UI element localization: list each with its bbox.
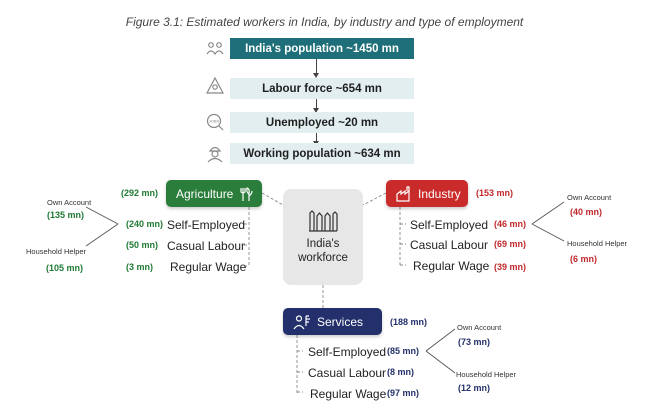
- hub-line-1: India's: [306, 238, 340, 250]
- labour-force-box: Labour force ~654 mn: [230, 78, 414, 99]
- population-icon: [205, 38, 225, 58]
- agriculture-label: Agriculture: [176, 186, 234, 201]
- agriculture-item-label: Casual Labour: [167, 239, 246, 253]
- services-own-account-value: (73 mn): [458, 337, 491, 347]
- agriculture-item-value: (240 mn): [126, 219, 164, 229]
- services-household-helper-label: Household Helper: [456, 370, 517, 379]
- agriculture-box: [166, 180, 262, 207]
- agriculture-item-label: Self-Employed: [167, 218, 246, 232]
- services-box: [283, 308, 382, 335]
- services-item-value: (8 mn): [387, 367, 414, 377]
- industry-own-account-value: (40 mn): [570, 207, 603, 217]
- labour-tools-icon: [205, 76, 225, 96]
- factory-icon: [396, 186, 412, 202]
- industry-total: (153 mn): [476, 188, 514, 198]
- agriculture-own-account-value: (135 mn): [47, 210, 85, 220]
- services-item-value: (85 mn): [387, 346, 420, 356]
- industry-item-label: Regular Wage: [413, 259, 490, 273]
- services-label: Services: [317, 314, 364, 329]
- industry-item-label: Self-Employed: [410, 218, 489, 232]
- svg-text:JOBS: JOBS: [208, 118, 220, 124]
- services-household-helper-value: (12 mn): [458, 383, 491, 393]
- funnel-arrow: [316, 99, 317, 109]
- unemployed-box: Unemployed ~20 mn: [230, 112, 414, 133]
- industry-item-label: Casual Labour: [410, 238, 489, 252]
- service-worker-icon: [293, 314, 311, 330]
- funnel-arrow: [316, 59, 317, 74]
- agriculture-own-account-label: Own Account: [47, 198, 92, 207]
- industry-item-value: (69 mn): [494, 239, 527, 249]
- hub-line-2: workforce: [298, 252, 348, 264]
- workforce-hub: [283, 189, 363, 285]
- agriculture-household-helper-label: Household Helper: [26, 247, 87, 256]
- services-item-label: Regular Wage: [310, 387, 387, 401]
- industry-box: [386, 180, 468, 207]
- industry-household-helper-label: Household Helper: [567, 239, 628, 248]
- industry-item-value: (46 mn): [494, 219, 527, 229]
- agriculture-item-label: Regular Wage: [170, 260, 247, 274]
- industry-own-account-label: Own Account: [567, 193, 612, 202]
- agriculture-item-value: (3 mn): [126, 262, 153, 272]
- industry-label: Industry: [418, 186, 461, 201]
- services-item-value: (97 mn): [387, 388, 420, 398]
- job-search-icon: [205, 112, 225, 132]
- agriculture-household-helper-value: (105 mn): [46, 263, 84, 273]
- agriculture-total: (292 mn): [121, 188, 159, 198]
- industry-household-helper-value: (6 mn): [570, 254, 597, 264]
- buildings-icon: [308, 207, 338, 233]
- working-population-box: Working population ~634 mn: [230, 143, 414, 164]
- population-box: India's population ~1450 mn: [230, 38, 414, 59]
- services-own-account-label: Own Account: [457, 323, 502, 332]
- agriculture-item-value: (50 mn): [126, 240, 159, 250]
- figure-caption: Figure 3.1: Estimated workers in India, by industry and type of employment: [125, 15, 524, 29]
- funnel-arrow: [316, 133, 317, 142]
- services-item-label: Self-Employed: [308, 345, 387, 359]
- services-total: (188 mn): [390, 317, 428, 327]
- services-item-label: Casual Labour: [308, 366, 387, 380]
- plant-fork-icon: [238, 186, 254, 202]
- industry-item-value: (39 mn): [494, 262, 527, 272]
- worker-icon: [205, 143, 225, 163]
